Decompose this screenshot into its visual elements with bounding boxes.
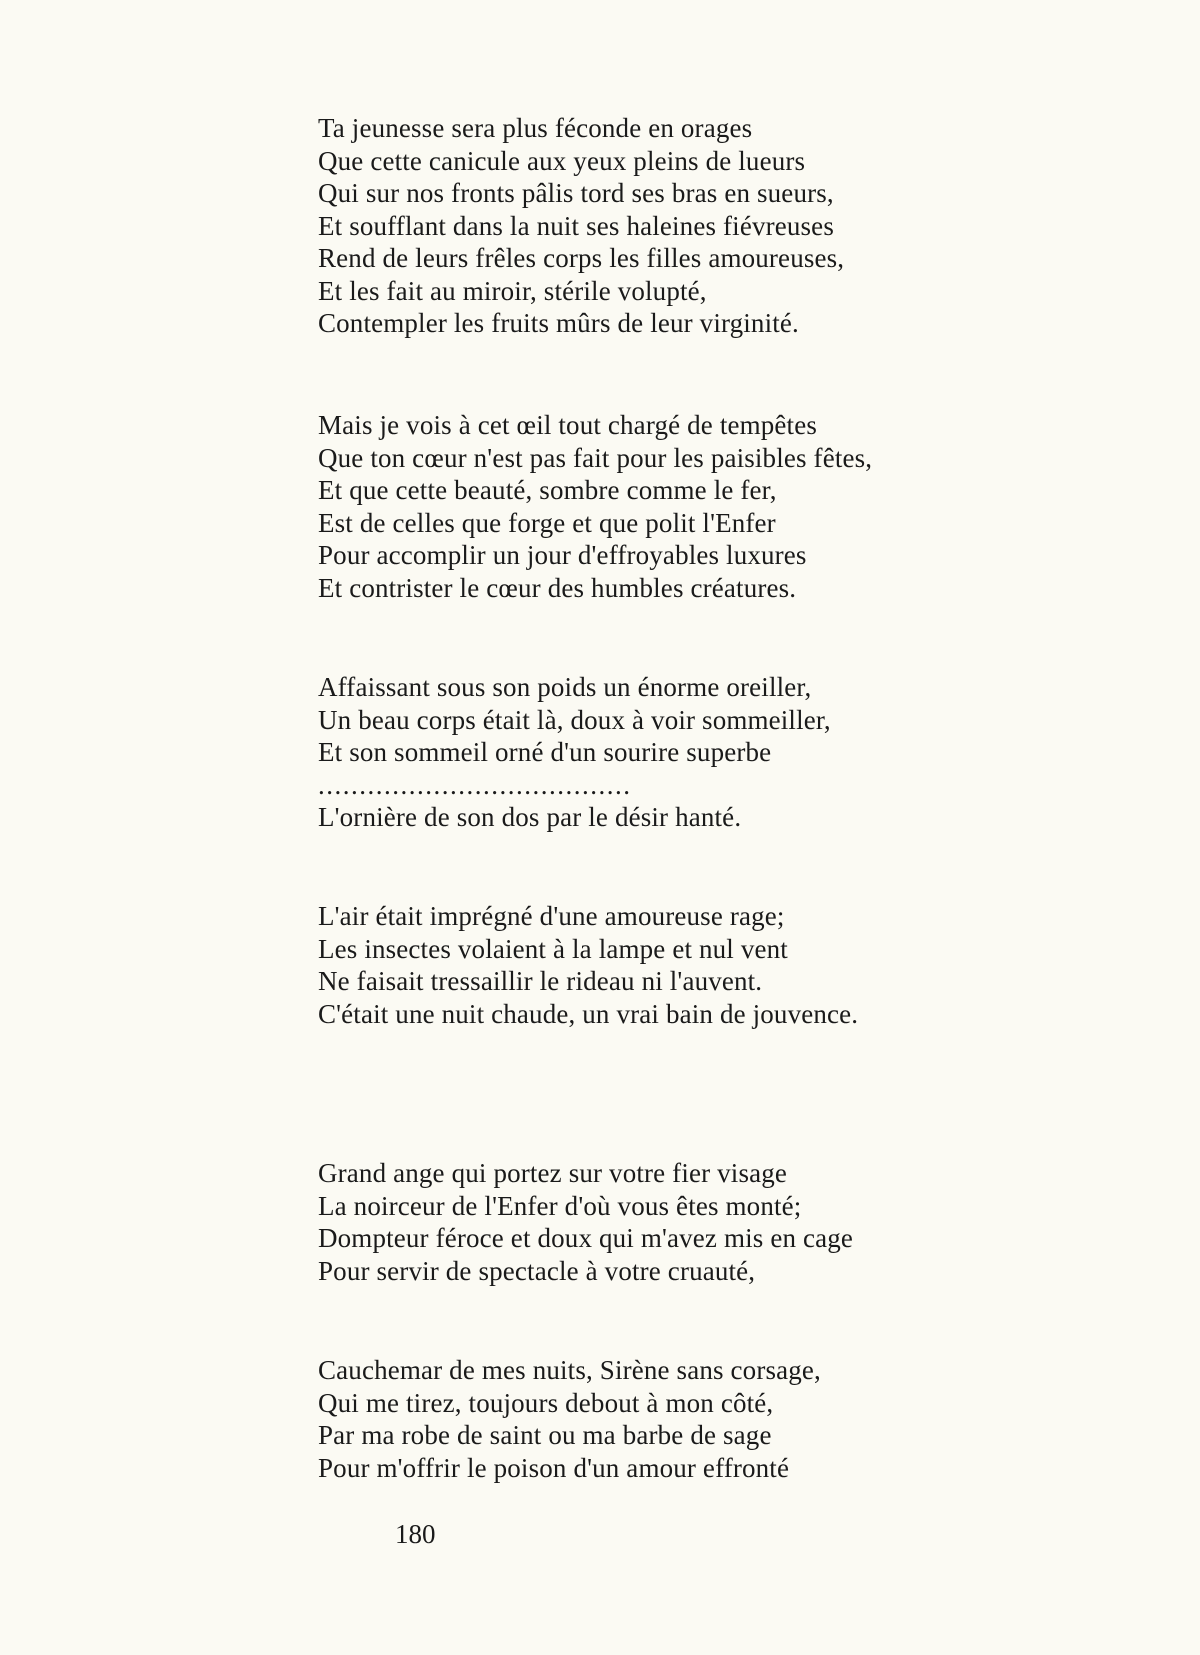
stanza-1 [318,112,844,340]
verse-line: Et contrister le cœur des humbles créatures. [318,572,797,603]
verse-line: Et les fait au miroir, stérile volupté, [318,275,707,306]
verse-line: Et que cette beauté, sombre comme le fer, [318,475,777,505]
verse-line: Est de celles que forge et que polit l'Enfer [318,507,776,538]
verse-line: Et son sommeil orné d'un sourire superbe [318,737,772,767]
page-number: 180 [395,1519,436,1549]
verse-line: Qui me tirez, toujours debout à mon côté, [318,1387,774,1418]
stanza-5 [318,1157,853,1287]
verse-line: Un beau corps était là, doux à voir sommeiller, [318,704,831,735]
verse-line: Rend de leurs frêles corps les filles amoureuses, [318,243,845,273]
verse-line: Dompteur féroce et doux qui m'avez mis en cage [318,1223,854,1253]
verse-line: Pour accomplir un jour d'effroyables luxures [318,540,807,570]
verse-line: La noirceur de l'Enfer d'où vous êtes monté; [318,1190,802,1221]
verse-line: Ne faisait tressaillir le rideau ni l'auvent. [318,966,763,996]
verse-line: Que ton cœur n'est pas fait pour les paisibles fêtes, [318,442,873,473]
verse-line: Et soufflant dans la nuit ses haleines fiévreuses [318,210,834,241]
verse-line: Ta jeunesse sera plus féconde en orages [318,113,753,143]
ellipsis-line: ...................................... [318,769,632,800]
stanza-6 [318,1354,821,1484]
verse-line: Les insectes volaient à la lampe et nul vent [318,933,788,964]
stanza-4 [318,900,858,1030]
stanza-3 [318,671,831,834]
verse-line: Affaissant sous son poids un énorme oreiller, [318,672,812,702]
verse-line: Cauchemar de mes nuits, Sirène sans corsage, [318,1355,821,1385]
verse-line: L'ornière de son dos par le désir hanté. [318,802,742,832]
verse-line: Pour m'offrir le poison d'un amour effronté [318,1452,790,1483]
verse-line: Grand ange qui portez sur votre fier visage [318,1158,788,1188]
verse-line: Qui sur nos fronts pâlis tord ses bras en sueurs, [318,178,834,208]
stanza-2 [318,409,872,604]
verse-line: Mais je vois à cet œil tout chargé de tempêtes [318,410,818,440]
verse-line: C'était une nuit chaude, un vrai bain de jouvence. [318,998,859,1029]
verse-line: Contempler les fruits mûrs de leur virginité. [318,308,799,338]
verse-line: Que cette canicule aux yeux pleins de lueurs [318,145,806,176]
verse-line: Pour servir de spectacle à votre cruauté, [318,1255,756,1286]
verse-line: Par ma robe de saint ou ma barbe de sage [318,1420,772,1450]
verse-line: L'air était imprégné d'une amoureuse rage; [318,901,785,931]
